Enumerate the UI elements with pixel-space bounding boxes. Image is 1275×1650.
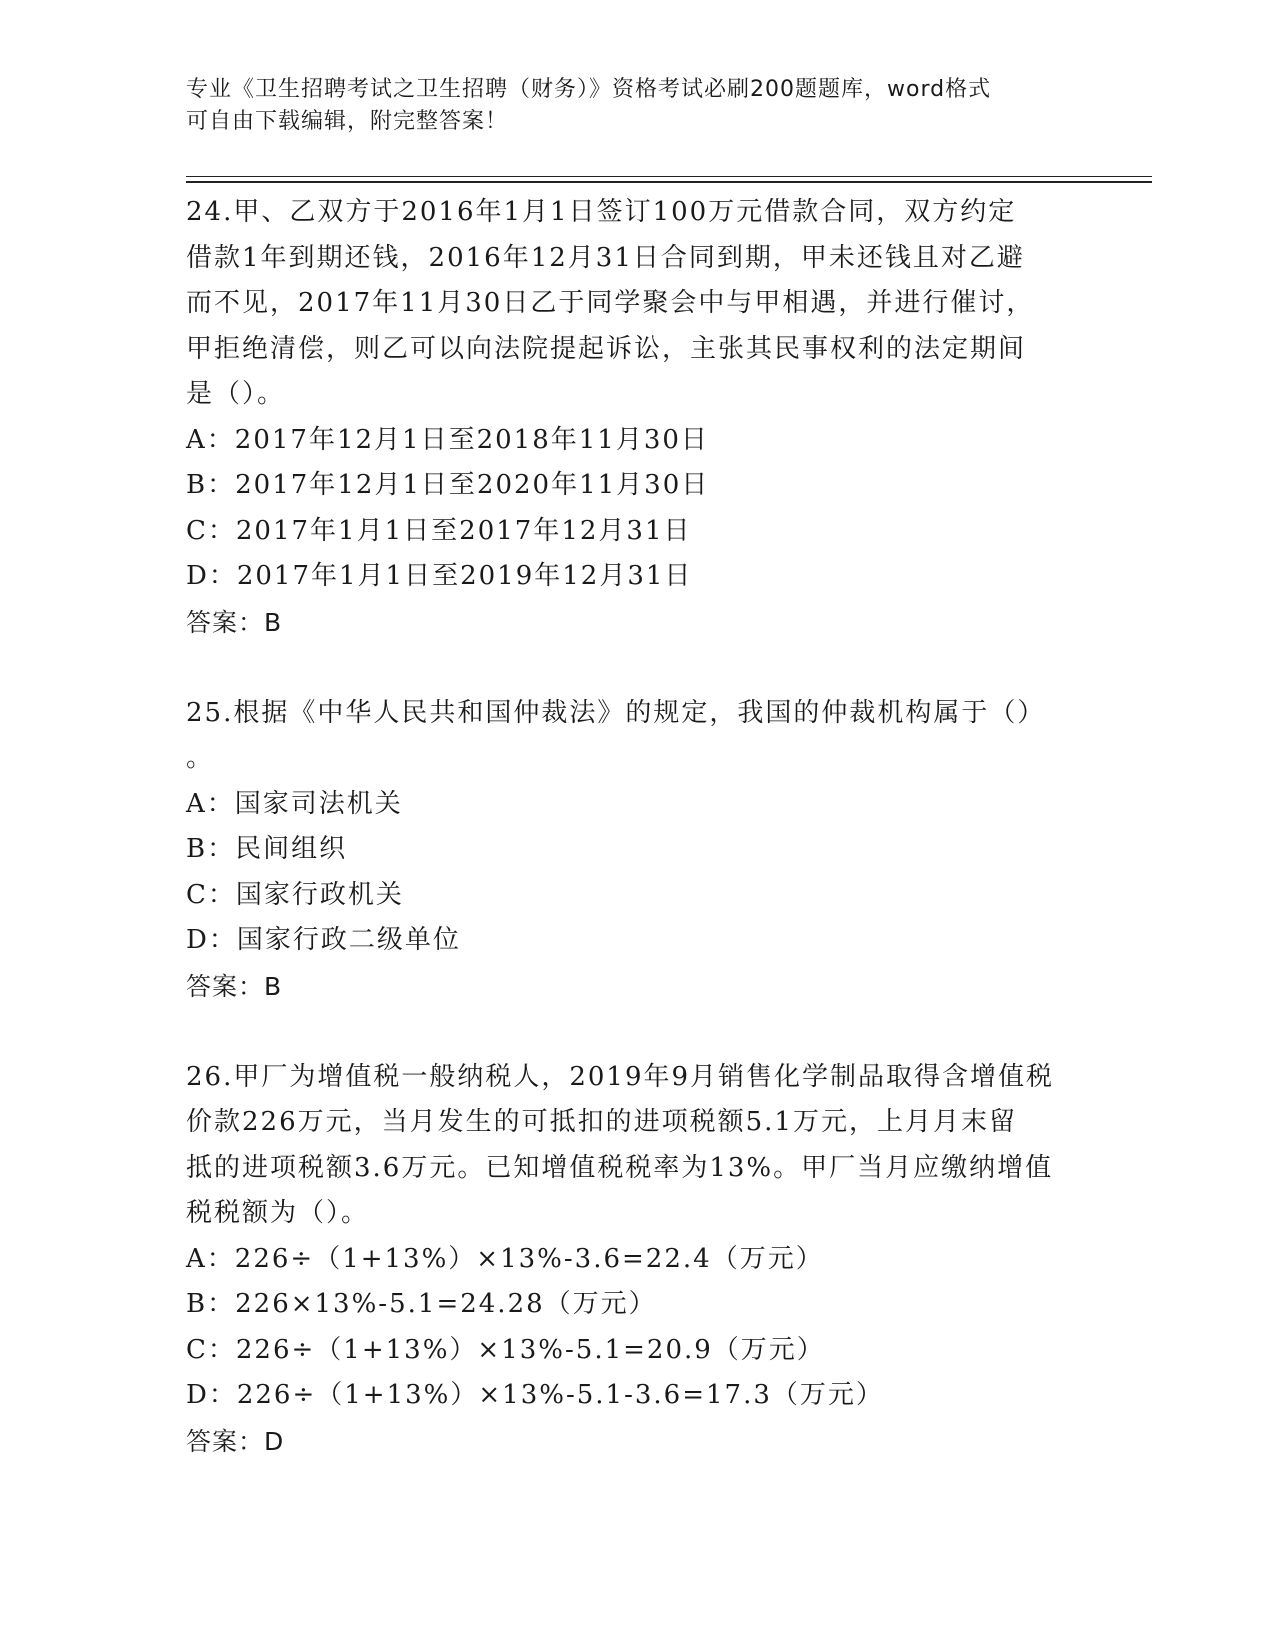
question-text-line: 。	[186, 743, 215, 773]
option-c: C：2017年1月1日至2017年12月31日	[186, 515, 692, 546]
answer-label: 答案：B	[186, 607, 283, 637]
question-spacer	[186, 1009, 1086, 1055]
question-text-line: 而不见，2017年11月30日乙于同学聚会中与甲相遇，并进行催讨，	[186, 288, 1035, 318]
question-spacer	[186, 645, 1086, 691]
option-d: D：226÷（1+13%）×13%-5.1-3.6=17.3（万元）	[186, 1380, 884, 1410]
option-b: B：226×13%-5.1=24.28（万元）	[186, 1289, 657, 1319]
question-26	[186, 1055, 1086, 1465]
answer-label: 答案：D	[186, 1426, 285, 1456]
option-c: C：226÷（1+13%）×13%-5.1=20.9（万元）	[186, 1334, 825, 1365]
option-a: A：国家司法机关	[186, 788, 403, 819]
option-a: A：226÷（1+13%）×13%-3.6=22.4（万元）	[186, 1243, 824, 1274]
document-header	[186, 74, 1086, 138]
question-text-line: 24.甲、乙双方于2016年1月1日签订100万元借款合同，双方约定	[186, 197, 1017, 227]
header-divider-thick	[186, 181, 1152, 183]
question-text-line: 26.甲厂为增值税一般纳税人，2019年9月销售化学制品取得含增值税	[186, 1061, 1055, 1092]
question-text-line: 是（）。	[186, 379, 286, 409]
question-text-line: 甲拒绝清偿，则乙可以向法院提起诉讼，主张其民事权利的法定期间	[186, 333, 1027, 364]
question-text-line: 抵的进项税额3.6万元。已知增值税税率为13%。甲厂当月应缴纳增值	[186, 1152, 1054, 1183]
header-divider-thin	[186, 176, 1152, 177]
option-c: C：国家行政机关	[186, 879, 404, 910]
header-line-2: 可自由下载编辑，附完整答案！	[186, 109, 509, 134]
option-b: B：2017年12月1日至2020年11月30日	[186, 470, 710, 500]
option-a: A：2017年12月1日至2018年11月30日	[186, 424, 709, 455]
header-line-1: 专业《卫生招聘考试之卫生招聘（财务）》资格考试必刷200题题库，word格式	[186, 77, 992, 102]
option-d: D：国家行政二级单位	[186, 925, 461, 955]
answer-label: 答案：B	[186, 971, 283, 1001]
question-24	[186, 190, 1086, 645]
question-list	[186, 190, 1086, 1464]
question-text-line: 价款226万元，当月发生的可抵扣的进项税额5.1万元，上月月末留	[186, 1107, 1017, 1137]
question-text-line: 25.根据《中华人民共和国仲裁法》的规定，我国的仲裁机构属于（）	[186, 697, 1046, 728]
question-text-line: 借款1年到期还钱，2016年12月31日合同到期，甲未还钱且对乙避	[186, 242, 1025, 273]
question-text-line: 税税额为（）。	[186, 1198, 370, 1228]
option-d: D：2017年1月1日至2019年12月31日	[186, 561, 693, 591]
option-b: B：民间组织	[186, 834, 348, 864]
question-25	[186, 691, 1086, 1010]
